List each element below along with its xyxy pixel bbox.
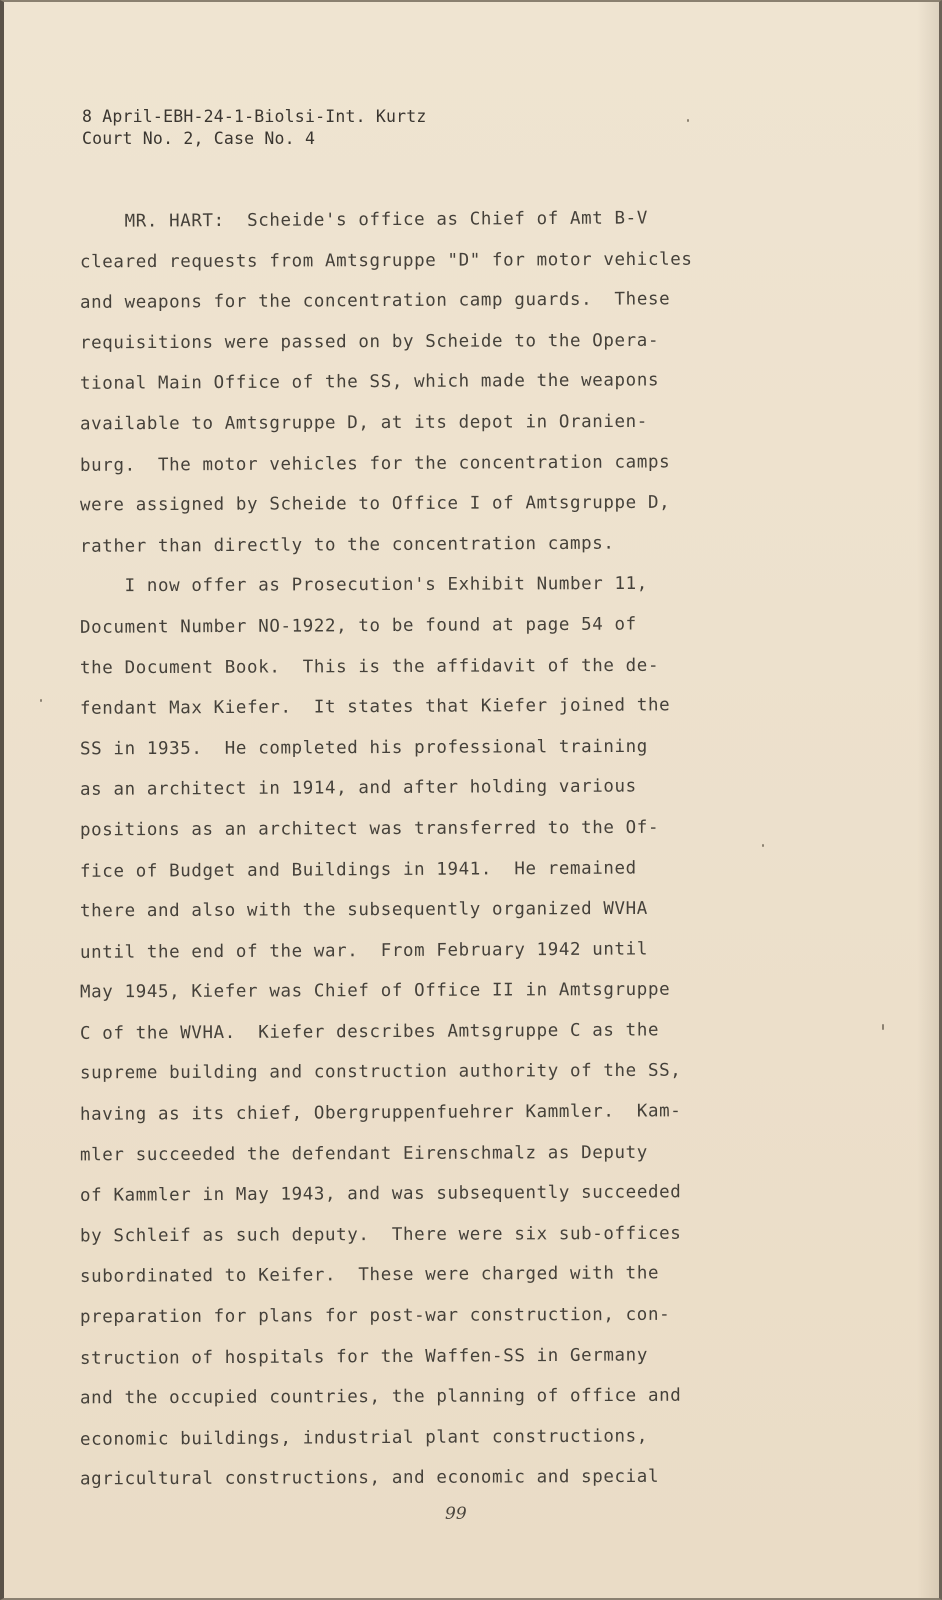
paper-speck [687, 119, 689, 122]
header-line-2: Court No. 2, Case No. 4 [82, 129, 316, 148]
body-line: May 1945, Kiefer was Chief of Office II in Amtsgruppe [79, 980, 671, 1003]
body-line: struction of hospitals for the Waffen-SS in Germany [79, 1345, 648, 1369]
document-header [82, 106, 427, 150]
body-line: positions as an architect was transferred to the Of- [79, 817, 660, 841]
header-line-1: 8 April-EBH-24-1-Biolsi-Int. Kurtz [82, 107, 427, 126]
body-line: burg. The motor vehicles for the concentration camps [79, 451, 671, 476]
paper-speck [882, 1024, 884, 1030]
body-line: available to Amtsgruppe D, at its depot in Oranien- [79, 411, 648, 435]
body-line: agricultural constructions, and economic and special [79, 1467, 660, 1490]
body-line: MR. HART: Scheide's office as Chief of Amt B-V [79, 208, 648, 232]
body-line: requisitions were passed on by Scheide to the Opera- [79, 330, 660, 354]
body-line: SS in 1935. He completed his professional training [79, 736, 648, 760]
body-line: C of the WVHA. Kiefer describes Amtsgruppe C as the [79, 1020, 660, 1044]
body-line: Document Number NO-1922, to be found at page 54 of [79, 614, 637, 638]
body-line: by Schleif as such deputy. There were six sub-offices [79, 1223, 682, 1247]
transcript-body [80, 200, 692, 1499]
body-line: fendant Max Kiefer. It states that Kiefer joined the [79, 695, 671, 719]
paper-speck [762, 844, 764, 847]
body-line: having as its chief, Obergruppenfuehrer Kammler. Kam- [79, 1101, 682, 1125]
body-line: as an architect in 1914, and after holding various [79, 776, 637, 801]
page-number: 99 [445, 1504, 467, 1524]
body-line: economic buildings, industrial plant constructions, [79, 1426, 648, 1450]
body-line: mler succeeded the defendant Eirenschmalz as Deputy [79, 1142, 648, 1165]
body-line: of Kammler in May 1943, and was subsequently succeeded [79, 1182, 682, 1207]
body-line: the Document Book. This is the affidavit of the de- [79, 655, 660, 678]
body-line: supreme building and construction authority of the SS, [79, 1061, 682, 1084]
body-line: there and also with the subsequently organized WVHA [79, 898, 648, 922]
body-line: rather than directly to the concentration camps. [79, 533, 615, 557]
body-line: fice of Budget and Buildings in 1941. He remained [79, 857, 637, 882]
body-line: and weapons for the concentration camp guards. These [79, 289, 671, 314]
body-line: and the occupied countries, the planning of office and [79, 1385, 682, 1409]
body-line: subordinated to Keifer. These were charged with the [79, 1263, 660, 1288]
body-line: tional Main Office of the SS, which made the weapons [79, 370, 660, 395]
body-line: were assigned by Scheide to Office I of Amtsgruppe D, [79, 492, 671, 516]
body-line: cleared requests from Amtsgruppe "D" for motor vehicles [79, 249, 693, 272]
body-line: preparation for plans for post-war construction, con- [79, 1304, 671, 1328]
body-line: I now offer as Prosecution's Exhibit Number 11, [79, 574, 648, 597]
paper-speck [40, 699, 42, 702]
body-line: until the end of the war. From February 1942 until [79, 939, 648, 963]
